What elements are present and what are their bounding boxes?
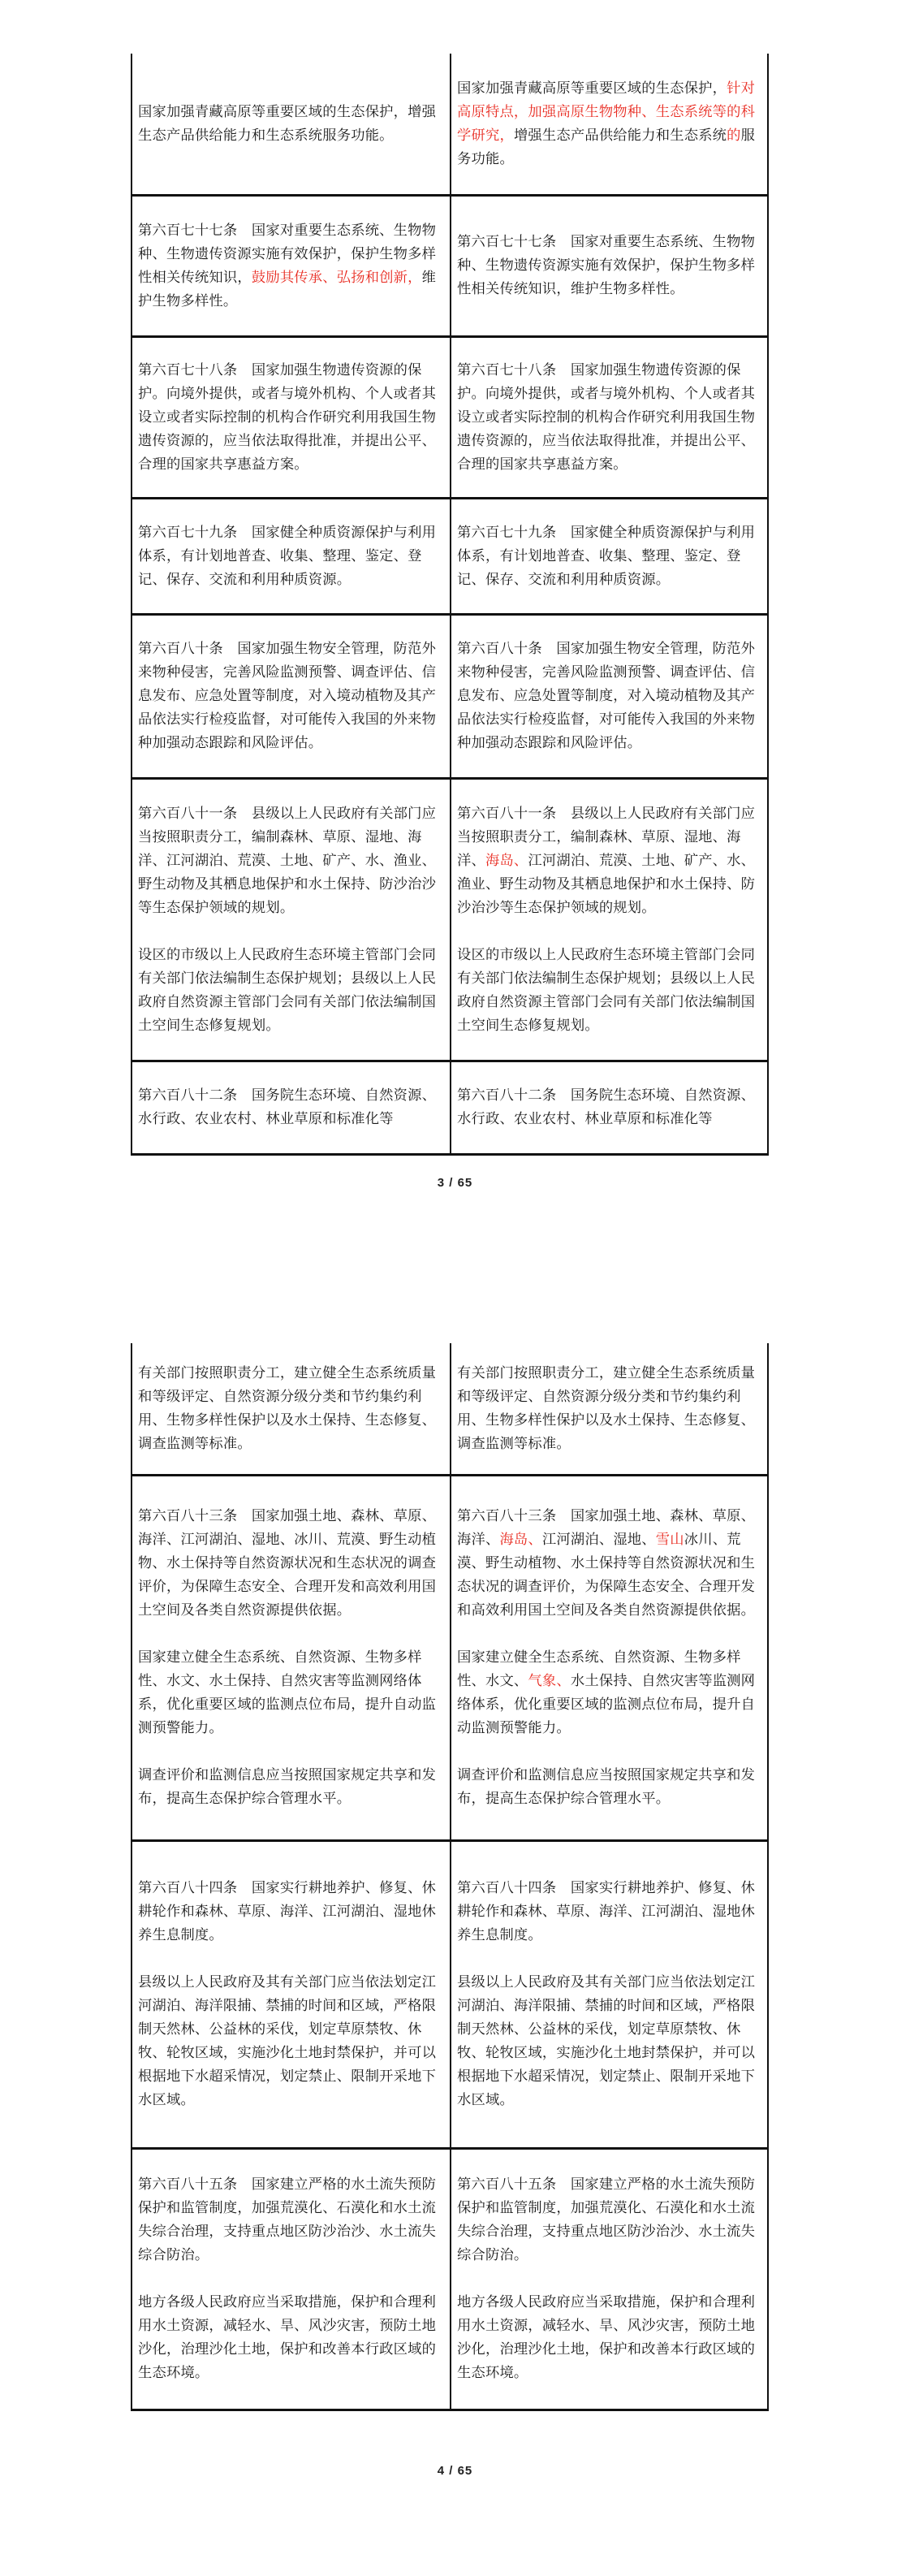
- text-run: 县级以上人民政府及其有关部门应当依法划定江河湖泊、海洋限捕、禁捕的时间和区域，严格限制天然林、公益林的采伐，划定草原禁牧、休牧、轮牧区域，实施沙化土地封禁保护，并可以根据地下水超采情况，划定禁止、限制开采地下水区域。: [457, 1974, 756, 2108]
- text-run: 调查评价和监测信息应当按照国家规定共享和发布，提高生态保护综合管理水平。: [138, 1767, 437, 1807]
- comparison-table: [131, 1343, 769, 2411]
- text-run: 县级以上人民政府及其有关部门应当依法划定江河湖泊、海洋限捕、禁捕的时间和区域，严格限制天然林、公益林的采伐，划定草原禁牧、休牧、轮牧区域，实施沙化土地封禁保护，并可以根据地下水超采情况，划定禁止、限制开采地下水区域。: [138, 1974, 437, 2108]
- text-run: 维护生物多样性。: [138, 269, 437, 309]
- paragraph: [457, 1362, 761, 1456]
- paragraph: [457, 1971, 761, 2112]
- text-run: 有关部门按照职责分工，建立健全生态系统质量和等级评定、自然资源分级分类和节约集约利用、生物多样性保护以及水土保持、生态修复、调查监测等标准。: [138, 1364, 437, 1452]
- paragraph: [457, 1764, 761, 1811]
- paragraph: [138, 1971, 443, 2112]
- table-row: [132, 1474, 767, 1839]
- paragraph: [138, 1877, 443, 1947]
- text-run: 国家建立健全生态系统、自然资源、生物多样性、水文、水土保持、自然灾害等监测网络体系，优化重要区域的监测点位布局，提升自动监测预警能力。: [138, 1649, 437, 1736]
- highlighted-change: 雪山: [655, 1532, 684, 1548]
- left-cell: [132, 1842, 450, 2147]
- text-run: 第六百八十四条 国家实行耕地养护、修复、休耕轮作和森林、草原、海洋、江河湖泊、湿地休养生息制度。: [457, 1880, 756, 1943]
- text-run: 设区的市级以上人民政府生态环境主管部门会同有关部门依法编制生态保护规划；县级以上人民政府自然资源主管部门会同有关部门依法编制国土空间生态修复规划。: [457, 946, 756, 1034]
- highlighted-change: 的: [727, 127, 741, 144]
- text-run: 国家加强青藏高原等重要区域的生态保护，: [457, 80, 727, 97]
- text-run: 国家加强青藏高原等重要区域的生态保护，增强生态产品供给能力和生态系统服务功能。: [138, 103, 437, 144]
- text-run: 第六百八十三条 国家加强土地、森林、草原、海洋、: [457, 1508, 756, 1548]
- table-row: [132, 2147, 767, 2409]
- highlighted-change: 海岛、: [499, 1532, 542, 1548]
- paragraph: [457, 1505, 761, 1623]
- text-run: 第六百七十九条 国家健全种质资源保护与利用体系，有计划地普查、收集、整理、鉴定、登记、保存、交流和利用种质资源。: [138, 524, 437, 588]
- text-run: 第六百八十三条 国家加强土地、森林、草原、海洋、江河湖泊、湿地、冰川、荒漠、野生动植物、水土保持等自然资源状况和生态状况的调查评价，为保障生态安全、合理开发和高效利用国土空间及各类自然资源提供依据。: [138, 1508, 437, 1619]
- text-run: 第六百八十五条 国家建立严格的水土流失预防保护和监管制度，加强荒漠化、石漠化和水土流失综合治理，支持重点地区防沙治沙、水土流失综合防治。: [457, 2176, 756, 2263]
- right-cell: [450, 1476, 767, 1839]
- page-number: 4 / 65: [437, 2464, 473, 2478]
- text-run: 国家建立健全生态系统、自然资源、生物多样性、水文、: [457, 1649, 741, 1689]
- text-run: 第六百八十条 国家加强生物安全管理，防范外来物种侵害，完善风险监测预警、调查评估、信息发布、应急处置等制度，对入境动植物及其产品依法实行检疫监督，对可能传入我国的外来物种加强动态跟踪和风险评估。: [138, 641, 437, 751]
- text-run: 江河湖泊、荒漠、土地、矿产、水、渔业、野生动物及其栖息地保护和水土保持、防沙治沙等生态保护领域的规划。: [457, 852, 756, 916]
- paragraph: [457, 1877, 761, 1947]
- highlighted-change: 海岛、: [485, 852, 528, 869]
- text-run: 调查评价和监测信息应当按照国家规定共享和发布，提高生态保护综合管理水平。: [457, 1767, 756, 1807]
- text-run: 冰川、荒漠、野生动植物、水土保持等自然资源状况和生态状况的调查评价，为保障生态安全、合理开发和高效利用国土空间及各类自然资源提供依据。: [457, 1532, 756, 1619]
- text-run: 江河湖泊、湿地、: [541, 1532, 656, 1548]
- paragraph: [138, 1362, 443, 1456]
- paragraph: [457, 2173, 761, 2267]
- text-run: 第六百八十一条 县级以上人民政府有关部门应当按照职责分工，编制森林、草原、湿地、海洋、: [457, 805, 756, 869]
- paragraph: [457, 2291, 761, 2385]
- text-run: 第六百八十四条 国家实行耕地养护、修复、休耕轮作和森林、草原、海洋、江河湖泊、湿地休养生息制度。: [138, 1880, 437, 1943]
- paragraph: [138, 2173, 443, 2267]
- highlighted-change: 气象、: [528, 1673, 571, 1689]
- page-number: 3 / 65: [437, 1176, 473, 1190]
- right-cell: [450, 2150, 767, 2409]
- paragraph: [457, 1646, 761, 1740]
- right-cell: [450, 1842, 767, 2147]
- paragraph: [138, 1764, 443, 1811]
- text-run: 地方各级人民政府应当采取措施，保护和合理利用水土资源，减轻水、旱、风沙灾害，预防土地沙化，治理沙化土地，保护和改善本行政区域的生态环境。: [457, 2294, 756, 2381]
- text-run: 第六百八十一条 县级以上人民政府有关部门应当按照职责分工，编制森林、草原、湿地、海洋、江河湖泊、荒漠、土地、矿产、水、渔业、野生动物及其栖息地保护和水土保持、防沙治沙等生态保护领域的规划。: [138, 805, 437, 916]
- text-run: 水土保持、自然灾害等监测网络体系，优化重要区域的监测点位布局，提升自动监测预警能力。: [457, 1673, 756, 1736]
- text-run: 第六百七十七条 国家对重要生态系统、生物物种、生物遗传资源实施有效保护，保护生物多样性相关传统知识，维护生物多样性。: [457, 234, 756, 297]
- paragraph: [138, 1505, 443, 1623]
- text-run: 第六百七十九条 国家健全种质资源保护与利用体系，有计划地普查、收集、整理、鉴定、登记、保存、交流和利用种质资源。: [457, 524, 756, 588]
- text-run: 设区的市级以上人民政府生态环境主管部门会同有关部门依法编制生态保护规划；县级以上人民政府自然资源主管部门会同有关部门依法编制国土空间生态修复规划。: [138, 946, 437, 1034]
- text-run: 服务功能。: [457, 127, 756, 167]
- table-row: [132, 1839, 767, 2147]
- text-run: 第六百八十条 国家加强生物安全管理，防范外来物种侵害，完善风险监测预警、调查评估、信息发布、应急处置等制度，对入境动植物及其产品依法实行检疫监督，对可能传入我国的外来物种加强动态跟踪和风险评估。: [457, 641, 756, 751]
- right-cell: [450, 1343, 767, 1474]
- text-run: 增强生态产品供给能力和生态系统: [513, 127, 727, 144]
- highlighted-change: 针对高原特点，加强高原生物物种、生态系统等的科学研究，: [457, 80, 756, 144]
- text-run: 第六百七十八条 国家加强生物遗传资源的保护。向境外提供，或者与境外机构、个人或者其设立或者实际控制的机构合作研究利用我国生物遗传资源的，应当依法取得批准，并提出公平、合理的国家共享惠益方案。: [138, 361, 437, 473]
- text-run: 地方各级人民政府应当采取措施，保护和合理利用水土资源，减轻水、旱、风沙灾害，预防土地沙化，治理沙化土地，保护和改善本行政区域的生态环境。: [138, 2294, 437, 2381]
- table-row: [132, 1343, 767, 1474]
- left-cell: [132, 1343, 450, 1474]
- left-cell: [132, 1476, 450, 1839]
- highlighted-change: 鼓励其传承、弘扬和创新，: [251, 269, 422, 286]
- text-run: 第六百七十八条 国家加强生物遗传资源的保护。向境外提供，或者与境外机构、个人或者其设立或者实际控制的机构合作研究利用我国生物遗传资源的，应当依法取得批准，并提出公平、合理的国家共享惠益方案。: [457, 361, 756, 473]
- text-run: 有关部门按照职责分工，建立健全生态系统质量和等级评定、自然资源分级分类和节约集约利用、生物多样性保护以及水土保持、生态修复、调查监测等标准。: [457, 1364, 756, 1452]
- text-run: 第六百八十五条 国家建立严格的水土流失预防保护和监管制度，加强荒漠化、石漠化和水土流失综合治理，支持重点地区防沙治沙、水土流失综合防治。: [138, 2176, 437, 2263]
- paragraph: [138, 2291, 443, 2385]
- left-cell: [132, 2150, 450, 2409]
- text-run: 第六百八十二条 国务院生态环境、自然资源、水行政、农业农村、林业草原和标准化等: [138, 1087, 437, 1127]
- text-run: 第六百八十二条 国务院生态环境、自然资源、水行政、农业农村、林业草原和标准化等: [457, 1087, 756, 1127]
- text-run: 第六百七十七条 国家对重要生态系统、生物物种、生物遗传资源实施有效保护，保护生物多样性相关传统知识，: [138, 222, 437, 286]
- paragraph: [138, 1646, 443, 1740]
